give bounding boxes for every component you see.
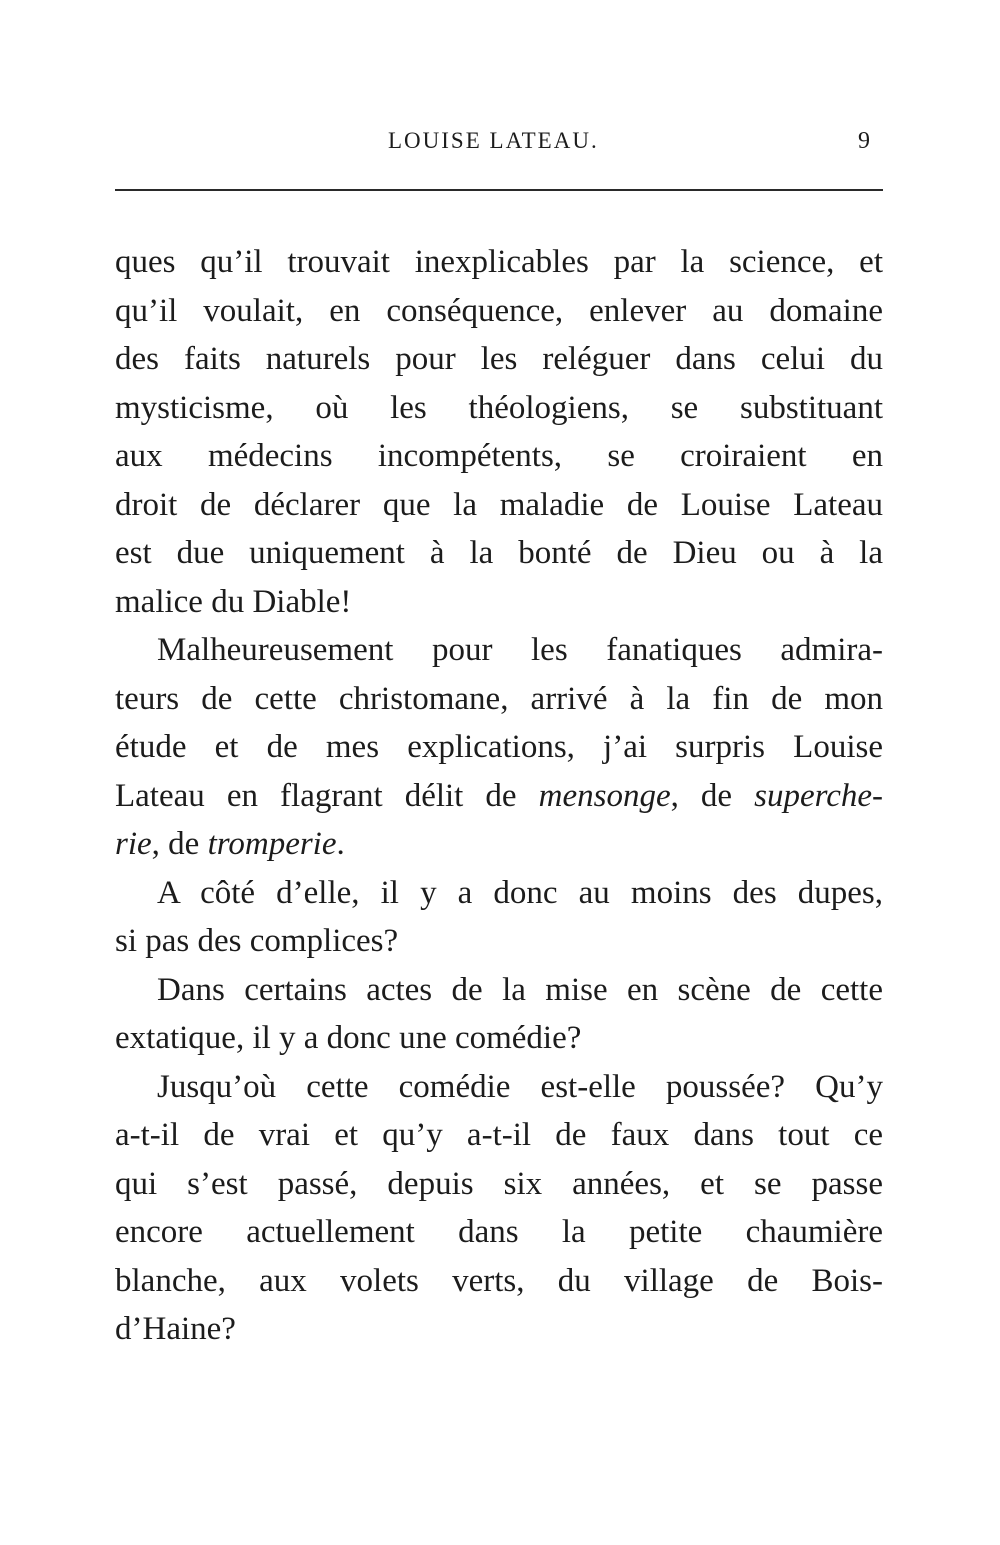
text-line: teurs de cette christomane, arrivé à la fin de mon xyxy=(115,680,883,717)
text-line: qu’il voulait, en conséquence, enlever au domaine xyxy=(115,292,883,329)
text-line: Dans certains actes de la mise en scène de cette xyxy=(157,971,883,1008)
text-run: . xyxy=(336,826,345,862)
text-line xyxy=(115,820,883,869)
text-line: a-t-il de vrai et qu’y a-t-il de faux dans tout ce xyxy=(115,1117,883,1153)
running-title: LOUISE LATEAU. xyxy=(388,128,599,153)
text-line: mysticisme, où les théologiens, se substituant xyxy=(115,389,883,426)
text-run: , de xyxy=(670,777,755,814)
text-line: extatique, il y a donc une comédie? xyxy=(115,1020,582,1056)
text-line: encore actuellement dans la petite chaumière xyxy=(115,1214,883,1250)
italic-word-supercherie-end: rie xyxy=(115,826,152,862)
italic-word-tromperie: tromperie xyxy=(207,826,337,862)
text-run: Lateau en flagrant délit de xyxy=(115,777,539,814)
italic-word-mensonge: mensonge xyxy=(538,777,671,814)
text-run: , de xyxy=(151,826,208,862)
paragraph-5 xyxy=(115,1063,883,1354)
text-line: Malheureusement pour les fanatiques admira- xyxy=(157,632,883,668)
text-line: Jusqu’où cette comédie est-elle poussée? Qu’y xyxy=(157,1068,883,1105)
text-line: est due uniquement à la bonté de Dieu ou à la xyxy=(115,535,883,571)
paragraph-4 xyxy=(115,966,883,1063)
page-number: 9 xyxy=(858,128,870,154)
italic-word-supercherie: superche- xyxy=(754,777,883,814)
paragraph-1 xyxy=(115,238,883,626)
text-line: malice du Diable! xyxy=(115,583,352,620)
running-head xyxy=(0,128,1000,168)
text-line xyxy=(115,772,883,821)
text-line: ques qu’il trouvait inexplicables par la science, et xyxy=(115,244,883,280)
body-text xyxy=(115,238,883,1354)
text-line: A côté d’elle, il y a donc au moins des dupes, xyxy=(157,874,883,911)
text-line: étude et de mes explications, j’ai surpris Louise xyxy=(115,729,883,765)
text-line: qui s’est passé, depuis six années, et se passe xyxy=(115,1165,883,1202)
text-line: d’Haine? xyxy=(115,1311,236,1347)
text-line: des faits naturels pour les reléguer dans celui du xyxy=(115,341,883,377)
text-line: droit de déclarer que la maladie de Louise Lateau xyxy=(115,486,883,523)
text-line: blanche, aux volets verts, du village de Bois- xyxy=(115,1262,883,1299)
paragraph-2 xyxy=(115,626,883,869)
text-line: si pas des complices? xyxy=(115,923,399,959)
paragraph-3 xyxy=(115,869,883,966)
header-rule xyxy=(115,189,883,191)
text-line: aux médecins incompétents, se croiraient en xyxy=(115,438,883,474)
